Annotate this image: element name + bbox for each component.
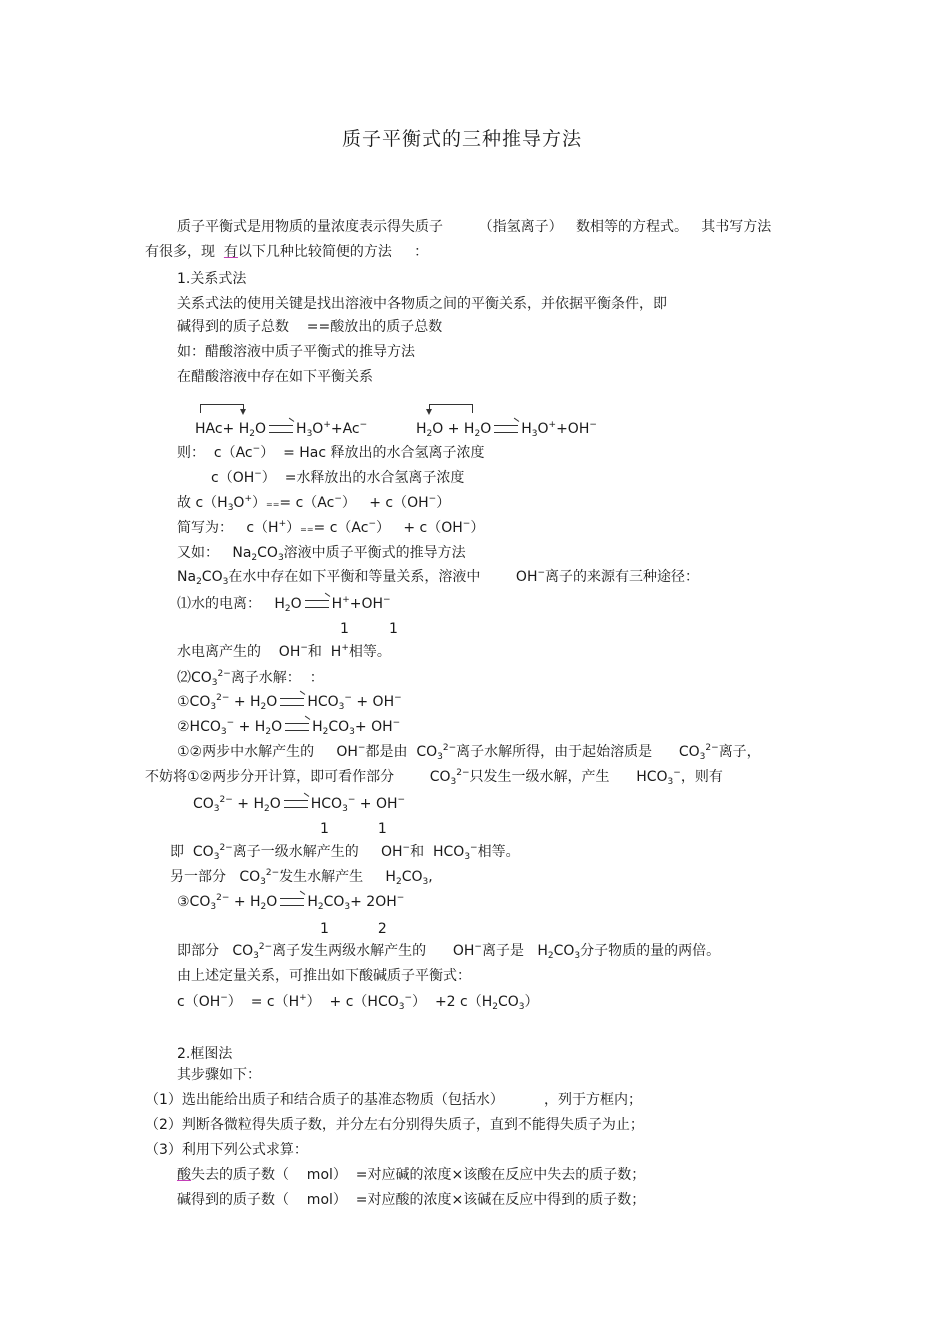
final-proton-balance: $c(OH^-) = c(H^+) + c(HCO_3^-) +2$ $c(H_2CO_3)$ <box>177 993 539 1012</box>
section-2-heading: 2.框图法 <box>177 1046 233 1062</box>
line-na: $Na_2CO_3$在水中存在如下平衡和等量关系，溶液中 OH−离子的来源有三种途径： <box>177 568 700 587</box>
equilibrium-arrow-icon <box>280 898 304 906</box>
s1-p4: 在醋酸溶液中存在如下平衡关系 <box>177 369 373 385</box>
equilibrium-arrow-icon <box>285 723 309 731</box>
line-ly: 另一部分 $CO_3^{2-}$发生水解产生 $H_2CO_3$, <box>170 868 433 887</box>
line-bf: 不妨将①②两步分开计算，即可看作部分 $CO_3^{2-}$只发生一级水解，产生 $HCO_3^-$，则有 <box>145 768 723 787</box>
section-1-heading: 1.关系式法 <box>177 271 247 287</box>
line-jb: 即部分 $CO_3^{2-}$离子发生两级水解产生的 OH−离子是 $H_2CO_3$分子物质的量的两倍。 <box>177 942 721 961</box>
intro-line-2: 有很多，现 有以下几种比较简便的方法 ： <box>145 244 429 260</box>
s2-step-3: （3）利用下列公式求算： <box>145 1142 308 1158</box>
line-water-ionization: ⑴水的电离： $H_2O$ H++OH− <box>177 595 391 614</box>
page-title: 质子平衡式的三种推导方法 <box>342 128 583 150</box>
reaction-2: $②HCO_3^- + H_2O$ $H_2CO_3+ OH^-$ <box>177 718 401 737</box>
reaction-4: $③CO_3^{2-} + H_2O$ $H_2CO_3+ 2OH^-$ <box>177 893 405 912</box>
reaction-1: $①CO_3^{2-} + H_2O$ $HCO_3^- + OH^-$ <box>177 693 402 712</box>
equilibrium-arrow-icon <box>305 600 329 608</box>
ratio-1: 1 1 <box>340 621 398 637</box>
equilibrium-hac: $HAc+ H_2O$ $H_3O^++Ac^-$ <box>195 420 368 439</box>
equilibrium-arrow-icon <box>284 800 308 808</box>
line-ji: 即 $CO_3^{2-}$离子一级水解产生的 OH−和 $HCO_3^-$相等。 <box>170 843 520 862</box>
s1-p2: 碱得到的质子总数 ==酸放出的质子总数 <box>177 319 443 335</box>
line-lb: ①②两步中水解产生的 OH−都是由 $CO_3^{2-}$离子水解所得，由于起始溶质是 $CO_3^{2-}$离子， <box>177 743 761 762</box>
equilibrium-arrow-icon <box>280 698 304 706</box>
line-sd: 水电离产生的 OH−和 H+相等。 <box>177 643 391 660</box>
ratio-2: 1 1 <box>320 821 387 837</box>
s2-p1: 其步骤如下： <box>177 1067 261 1083</box>
s2-formula-1: 酸失去的质子数（ mol） =对应碱的浓度×该酸在反应中失去的质子数； <box>177 1167 646 1183</box>
line-oh: c（OH−） =水释放出的水合氢离子浓度 <box>211 469 465 486</box>
line-gu: 故 $c(H_3O^+)=== c(Ac^-) + c(OH^-)$ <box>177 494 451 513</box>
reaction-3: $CO_3^{2-} + H_2O$ $HCO_3^- + OH^-$ <box>193 795 406 814</box>
line-ys: 由上述定量关系，可推出如下酸碱质子平衡式： <box>177 968 471 984</box>
equilibrium-water: $H_2O + H_2O$ $H_3O^++OH^-$ <box>416 420 597 439</box>
s2-formula-2: 碱得到的质子数（ mol） =对应酸的浓度×该碱在反应中得到的质子数； <box>177 1192 646 1208</box>
s1-p1: 关系式法的使用关键是找出溶液中各物质之间的平衡关系，并依据平衡条件，即 <box>177 296 667 312</box>
line-c2: $⑵CO_3^{2-}$离子水解： ： <box>177 669 324 688</box>
intro-line-1: 质子平衡式是用物质的量浓度表示得失质子 （指氢离子） 数相等的方程式。 其书写方法 <box>177 219 772 235</box>
line-yr: 又如： $Na_2CO_3$溶液中质子平衡式的推导方法 <box>177 545 466 563</box>
s2-step-2: （2）判断各微粒得失质子数，并分左右分别得失质子，直到不能得失质子为止； <box>145 1117 644 1133</box>
equilibrium-arrow-icon <box>494 425 518 433</box>
line-jx: 简写为： c（H+）=== c（Ac−） + c（OH−） <box>177 519 485 536</box>
equilibrium-arrow-icon <box>269 425 293 433</box>
ratio-3: 1 2 <box>320 921 387 937</box>
s1-p3: 如：醋酸溶液中质子平衡式的推导方法 <box>177 344 415 360</box>
s2-step-1: （1）选出能给出质子和结合质子的基准态物质（包括水） ，列于方框内； <box>145 1092 642 1108</box>
line-ze: 则： c（Ac−） = Hac 释放出的水合氢离子浓度 <box>177 444 485 461</box>
